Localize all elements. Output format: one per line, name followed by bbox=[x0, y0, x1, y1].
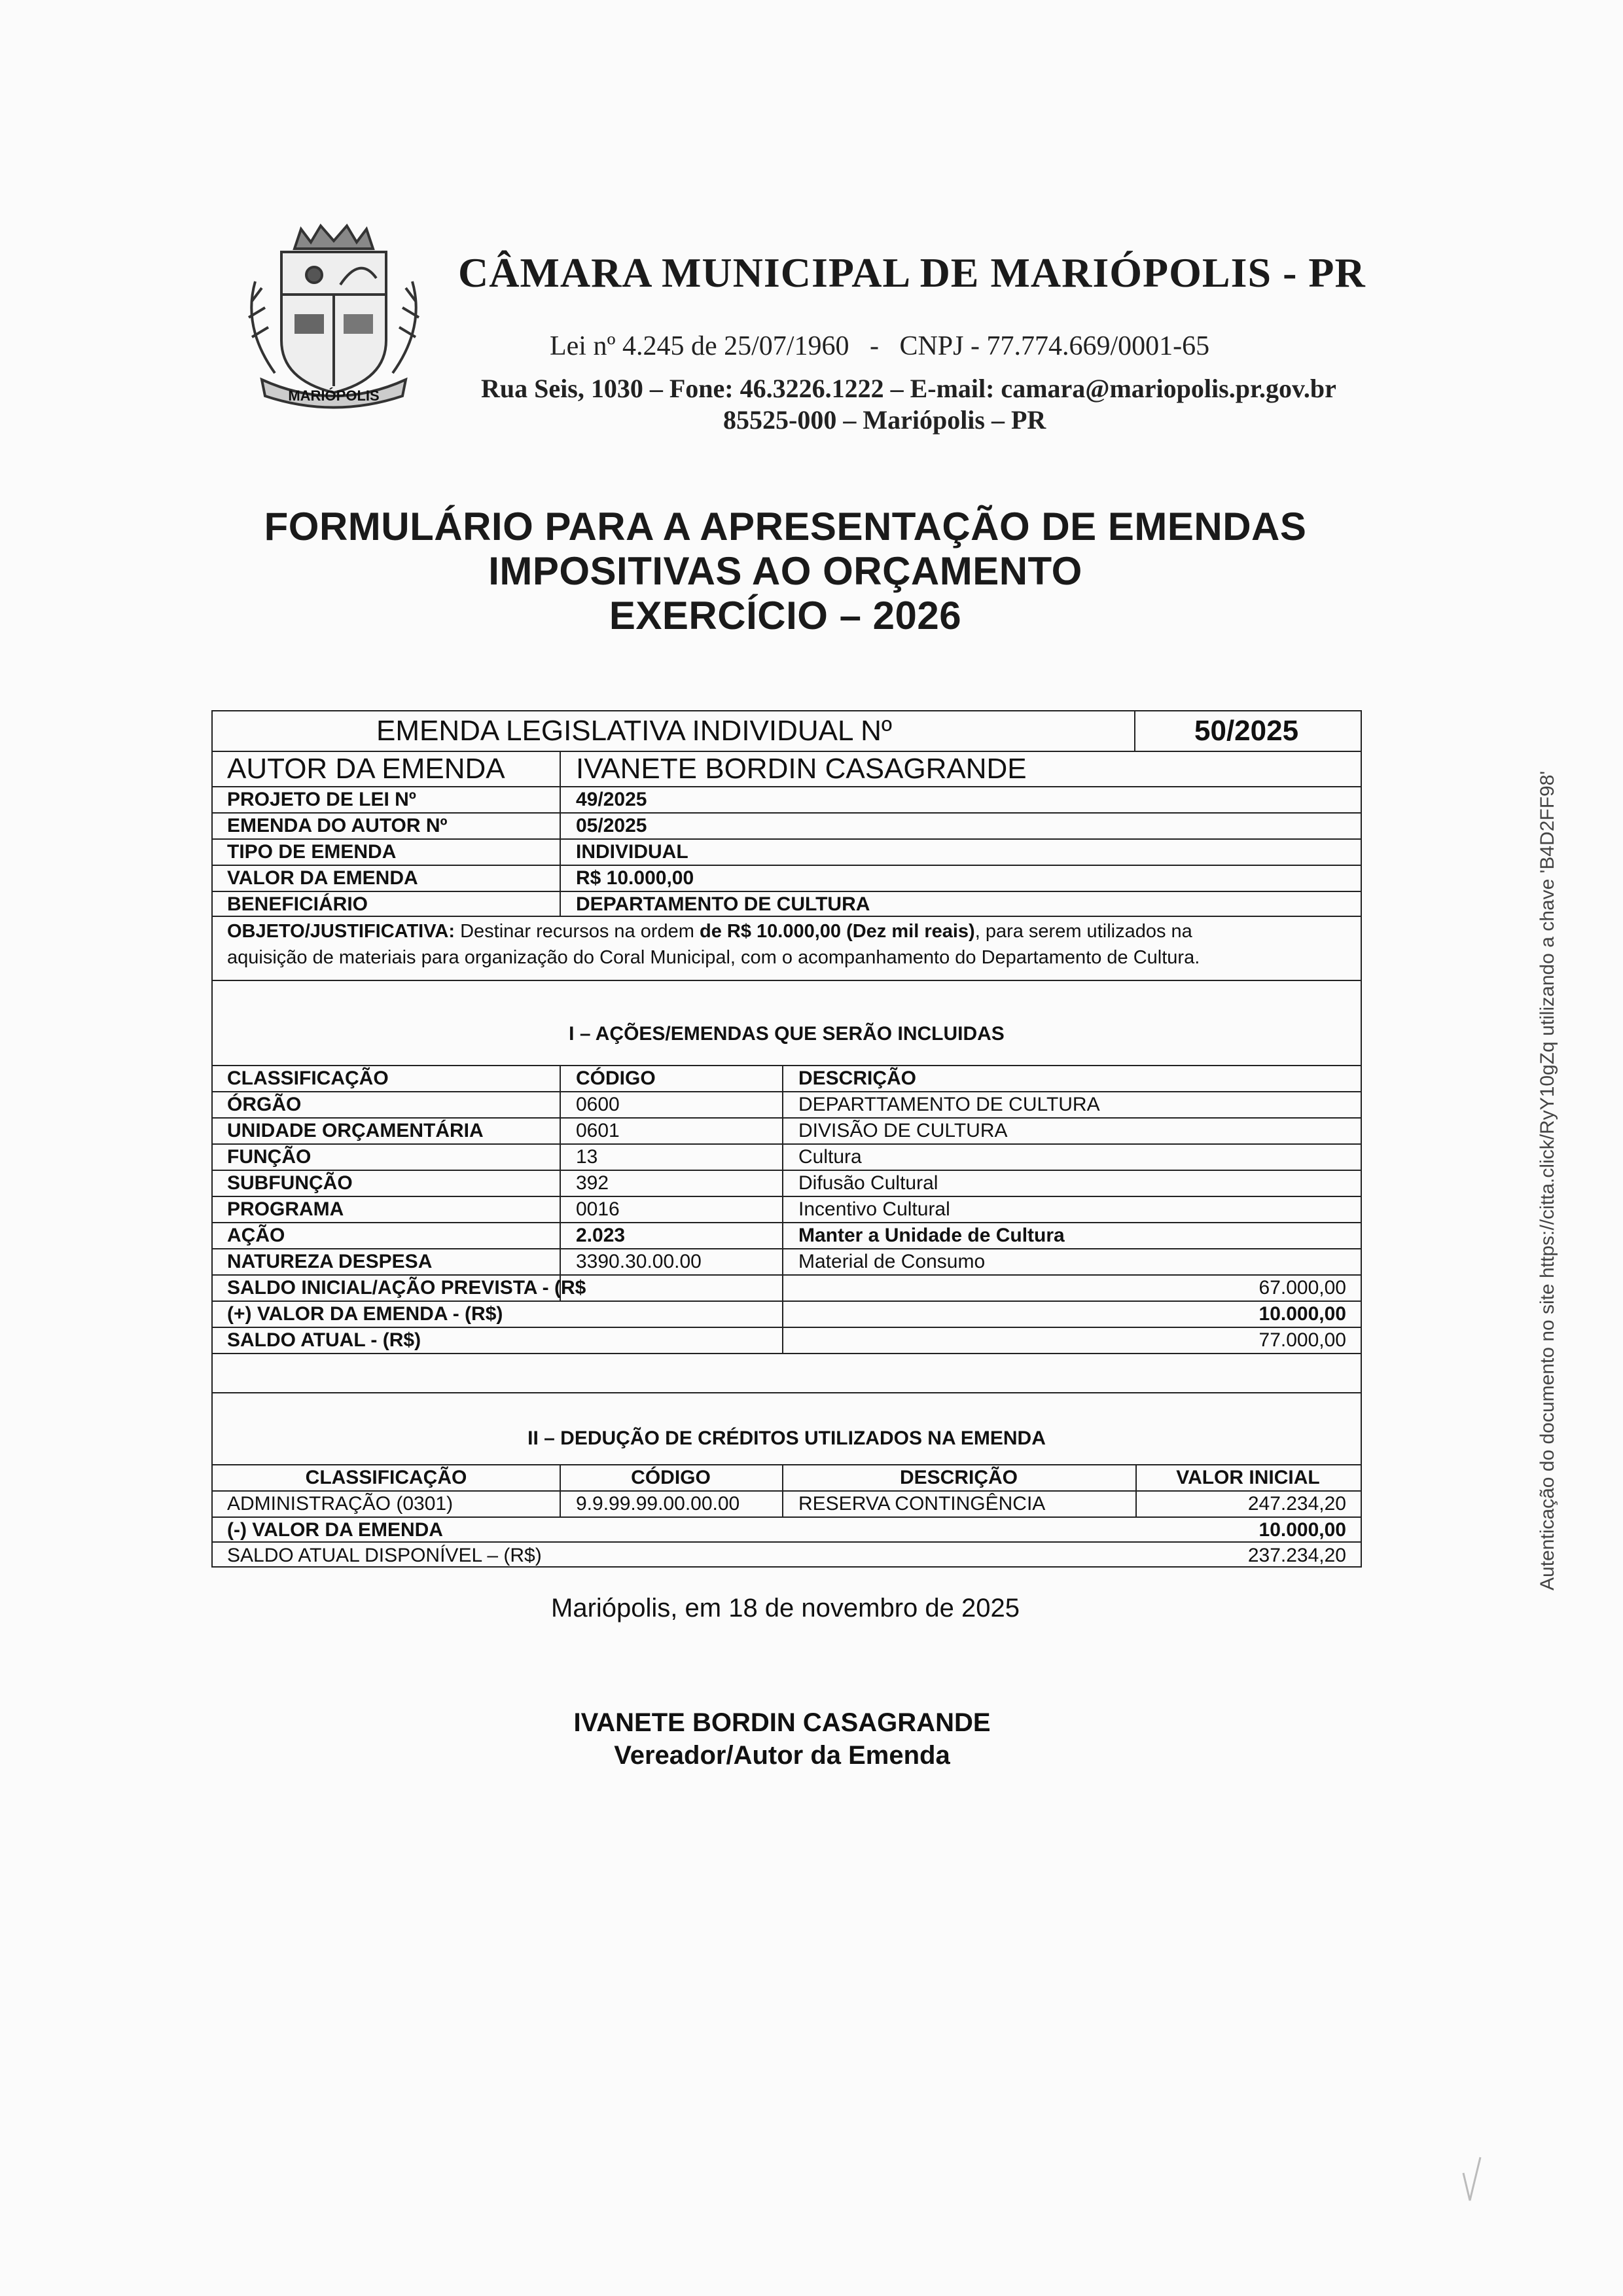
s1-row-desc: DIVISÃO DE CULTURA bbox=[798, 1120, 1008, 1141]
info-label-beneficiario: BENEFICIÁRIO bbox=[227, 893, 368, 915]
objeto-line2: aquisição de materiais para organização do Coral Municipal, com o acompanhamento do Departamento de Cultura. bbox=[227, 947, 1200, 968]
s2-total-value: 237.234,20 bbox=[1247, 1545, 1346, 1566]
info-label-emenda-autor: EMENDA DO AUTOR Nº bbox=[227, 815, 448, 836]
s1-row-desc: Difusão Cultural bbox=[798, 1172, 938, 1194]
info-label-projeto: PROJETO DE LEI Nº bbox=[227, 789, 416, 810]
info-value-beneficiario: DEPARTAMENTO DE CULTURA bbox=[576, 893, 870, 915]
crest-banner-text: MARIÓPOLIS bbox=[288, 387, 380, 404]
s1-row-label: AÇÃO bbox=[227, 1225, 285, 1246]
s1-row-code: 0601 bbox=[576, 1120, 620, 1141]
s2-header-classificacao: CLASSIFICAÇÃO bbox=[305, 1467, 467, 1488]
info-value-valor: R$ 10.000,00 bbox=[576, 867, 694, 889]
s2-row-label: ADMINISTRAÇÃO (0301) bbox=[227, 1493, 454, 1515]
authentication-note: Autenticação do documento no site https://citta.click/RyY10gZq utilizando a chave 'B4D2FF98' bbox=[1537, 770, 1558, 1590]
s1-row-code: 2.023 bbox=[576, 1225, 626, 1246]
s1-row-code: 3390.30.00.00 bbox=[576, 1251, 702, 1272]
s1-total-label: (+) VALOR DA EMENDA - (R$) bbox=[227, 1303, 503, 1325]
autor-label: AUTOR DA EMENDA bbox=[227, 753, 505, 785]
form-title-line1: FORMULÁRIO PARA A APRESENTAÇÃO DE EMENDAS bbox=[264, 505, 1307, 548]
info-label-valor: VALOR DA EMENDA bbox=[227, 867, 418, 889]
address-line: Rua Seis, 1030 – Fone: 46.3226.1222 – E-mail: camara@mariopolis.pr.gov.br bbox=[481, 374, 1336, 403]
emenda-label: EMENDA LEGISLATIVA INDIVIDUAL Nº bbox=[376, 715, 892, 747]
chamber-title: CÂMARA MUNICIPAL DE MARIÓPOLIS - PR bbox=[458, 249, 1366, 296]
info-label-tipo: TIPO DE EMENDA bbox=[227, 841, 397, 863]
s1-row-label: ÓRGÃO bbox=[227, 1094, 302, 1115]
s1-row-label: UNIDADE ORÇAMENTÁRIA bbox=[227, 1120, 484, 1141]
place-date: Mariópolis, em 18 de novembro de 2025 bbox=[551, 1594, 1020, 1623]
s1-total-value: 67.000,00 bbox=[1258, 1277, 1346, 1299]
s1-header-descricao: DESCRIÇÃO bbox=[798, 1067, 917, 1089]
s2-header-codigo: CÓDIGO bbox=[631, 1467, 711, 1488]
s1-header-classificacao: CLASSIFICAÇÃO bbox=[227, 1067, 389, 1089]
s1-row-desc: Manter a Unidade de Cultura bbox=[798, 1225, 1065, 1246]
s1-total-label: SALDO ATUAL - (R$) bbox=[227, 1329, 421, 1351]
signer-name: IVANETE BORDIN CASAGRANDE bbox=[573, 1708, 991, 1737]
s1-total-value: 10.000,00 bbox=[1258, 1303, 1346, 1325]
s1-header-codigo: CÓDIGO bbox=[576, 1067, 656, 1089]
objeto-text2: , para serem utilizados na bbox=[974, 921, 1192, 942]
emenda-form bbox=[211, 710, 1362, 1568]
signer-role: Vereador/Autor da Emenda bbox=[614, 1741, 950, 1770]
s2-total-label: (-) VALOR DA EMENDA bbox=[227, 1519, 443, 1541]
s1-row-code: 392 bbox=[576, 1172, 609, 1194]
objeto-label: OBJETO/JUSTIFICATIVA: bbox=[227, 921, 455, 942]
objeto-text1: Destinar recursos na ordem bbox=[460, 921, 694, 942]
info-value-emenda-autor: 05/2025 bbox=[576, 815, 647, 836]
info-value-projeto: 49/2025 bbox=[576, 789, 647, 810]
s1-row-label: PROGRAMA bbox=[227, 1198, 344, 1220]
s1-row-code: 13 bbox=[576, 1146, 598, 1168]
s1-row-desc: Cultura bbox=[798, 1146, 862, 1168]
s1-row-code: 0016 bbox=[576, 1198, 620, 1220]
check-mark-icon bbox=[1459, 2153, 1486, 2209]
s1-row-desc: Incentivo Cultural bbox=[798, 1198, 950, 1220]
s1-row-code: 0600 bbox=[576, 1094, 620, 1115]
s2-row-desc: RESERVA CONTINGÊNCIA bbox=[798, 1493, 1046, 1515]
section2-title: II – DEDUÇÃO DE CRÉDITOS UTILIZADOS NA EMENDA bbox=[527, 1427, 1046, 1449]
municipal-crest-logo bbox=[236, 223, 432, 419]
form-title-line3: EXERCÍCIO – 2026 bbox=[609, 594, 962, 637]
objeto-line1 bbox=[227, 922, 1192, 941]
s1-total-label: SALDO INICIAL/AÇÃO PREVISTA - (R$ bbox=[227, 1277, 586, 1299]
s1-row-label: NATUREZA DESPESA bbox=[227, 1251, 433, 1272]
s1-row-desc: Material de Consumo bbox=[798, 1251, 986, 1272]
cep-line: 85525-000 – Mariópolis – PR bbox=[723, 405, 1046, 435]
s2-header-descricao: DESCRIÇÃO bbox=[899, 1467, 1018, 1488]
info-value-tipo: INDIVIDUAL bbox=[576, 841, 688, 863]
form-title-line2: IMPOSITIVAS AO ORÇAMENTO bbox=[488, 549, 1082, 593]
s1-row-label: FUNÇÃO bbox=[227, 1146, 312, 1168]
emenda-number: 50/2025 bbox=[1194, 715, 1299, 747]
s2-row-value: 247.234,20 bbox=[1247, 1493, 1346, 1515]
objeto-bold: de R$ 10.000,00 (Dez mil reais) bbox=[699, 921, 975, 942]
s1-row-label: SUBFUNÇÃO bbox=[227, 1172, 353, 1194]
s2-total-label: SALDO ATUAL DISPONÍVEL – (R$) bbox=[227, 1545, 542, 1566]
s1-total-value: 77.000,00 bbox=[1258, 1329, 1346, 1351]
s2-total-value: 10.000,00 bbox=[1258, 1519, 1346, 1541]
s2-header-valor: VALOR INICIAL bbox=[1176, 1467, 1320, 1488]
autor-value: IVANETE BORDIN CASAGRANDE bbox=[576, 753, 1027, 785]
s1-row-desc: DEPARTTAMENTO DE CULTURA bbox=[798, 1094, 1100, 1115]
section1-title: I – AÇÕES/EMENDAS QUE SERÃO INCLUIDAS bbox=[569, 1023, 1005, 1045]
s2-row-code: 9.9.99.99.00.00.00 bbox=[576, 1493, 740, 1515]
law-cnpj-line: Lei nº 4.245 de 25/07/1960 - CNPJ - 77.774.669/0001-65 bbox=[550, 331, 1210, 361]
